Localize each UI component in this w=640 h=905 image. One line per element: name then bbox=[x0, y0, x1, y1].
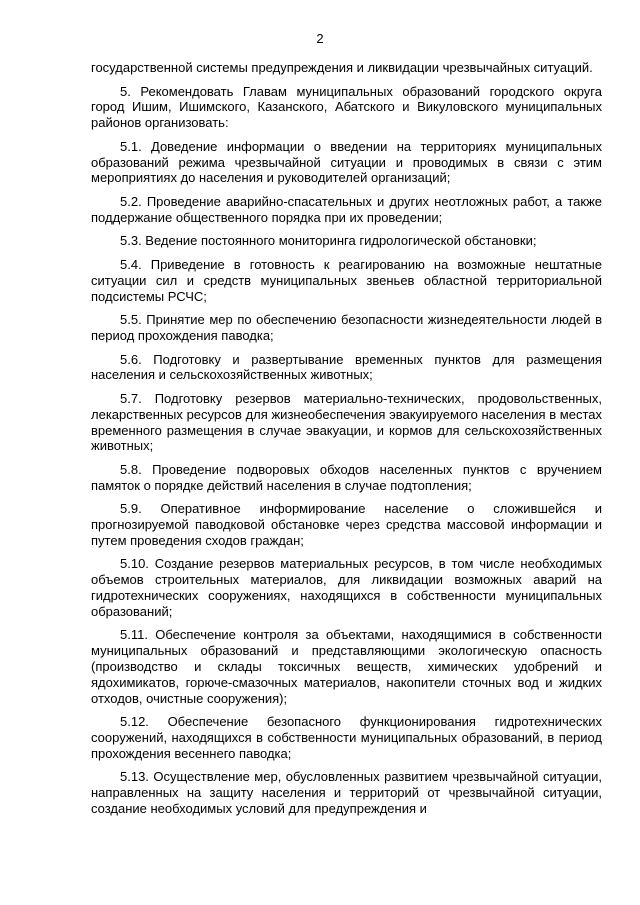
paragraph-item-5-12: 5.12. Обеспечение безопасного функционирования гидротехнических сооружений, находящихся в собственности муниципальных образований, в период прохождения весеннего паводка; bbox=[91, 714, 602, 761]
paragraph-item-5-1: 5.1. Доведение информации о введении на территориях муниципальных образований режима чрезвычайной ситуации и проводимых в связи с этим мероприятиях до населения и руководителей организаций; bbox=[91, 138, 602, 186]
paragraph-continuation: государственной системы предупреждения и ликвидации чрезвычайных ситуаций. bbox=[91, 60, 593, 75]
paragraph-item-5-10: 5.10. Создание резервов материальных ресурсов, в том числе необходимых объемов строительных материалов, для ликвидации возможных аварий на гидротехнических сооружениях, находящихся в собственности муниципальных образований; bbox=[91, 556, 602, 619]
paragraph-item-5-13: 5.13. Осуществление мер, обусловленных развитием чрезвычайной ситуации, направленных на защиту населения и территорий от чрезвычайной ситуации, создание необходимых условий для предупреждения и bbox=[91, 769, 602, 817]
page-number: 2 bbox=[316, 31, 324, 46]
paragraph-item-5: 5. Рекомендовать Главам муниципальных образований городского округа город Ишим, Ишимского, Казанского, Абатского и Викуловского муниципальных районов организовать: bbox=[91, 83, 602, 131]
document-body bbox=[91, 60, 602, 825]
paragraph-item-5-2: 5.2. Проведение аварийно-спасательных и других неотложных работ, а также поддержание общественного порядка при их проведении; bbox=[91, 193, 602, 225]
paragraph-item-5-3: 5.3. Ведение постоянного мониторинга гидрологической обстановки; bbox=[120, 233, 537, 249]
paragraph-item-5-11: 5.11. Обеспечение контроля за объектами, находящимися в собственности муниципальных образований и представляющими экологическую опасность (производство и склады токсичных веществ, химических удобрений и ядохимикатов, горюче-смазочных материалов, накопители сточных вод и жидких отходов, очистные сооружения); bbox=[91, 627, 602, 706]
paragraph-item-5-9: 5.9. Оперативное информирование население о сложившейся и прогнозируемой паводковой обстановке через средства массовой информации и путем проведения сходов граждан; bbox=[91, 501, 602, 548]
paragraph-item-5-4: 5.4. Приведение в готовность к реагированию на возможные нештатные ситуации сил и средств муниципальных звеньев областной территориальной подсистемы РСЧС; bbox=[91, 256, 602, 304]
paragraph-item-5-5: 5.5. Принятие мер по обеспечению безопасности жизнедеятельности людей в период прохождения паводка; bbox=[91, 312, 602, 343]
paragraph-item-5-8: 5.8. Проведение подворовых обходов населенных пунктов с вручением памяток о порядке действий населения в случае подтопления; bbox=[91, 461, 602, 493]
paragraph-item-5-7: 5.7. Подготовку резервов материально-технических, продовольственных, лекарственных ресурсов для жизнеобеспечения эвакуируемого населения в местах временного размещения в случае эвакуации, и кормов для сельскохозяйственных животных; bbox=[91, 390, 602, 454]
paragraph-item-5-6: 5.6. Подготовку и развертывание временных пунктов для размещения населения и сельскохозяйственных животных; bbox=[91, 351, 602, 383]
